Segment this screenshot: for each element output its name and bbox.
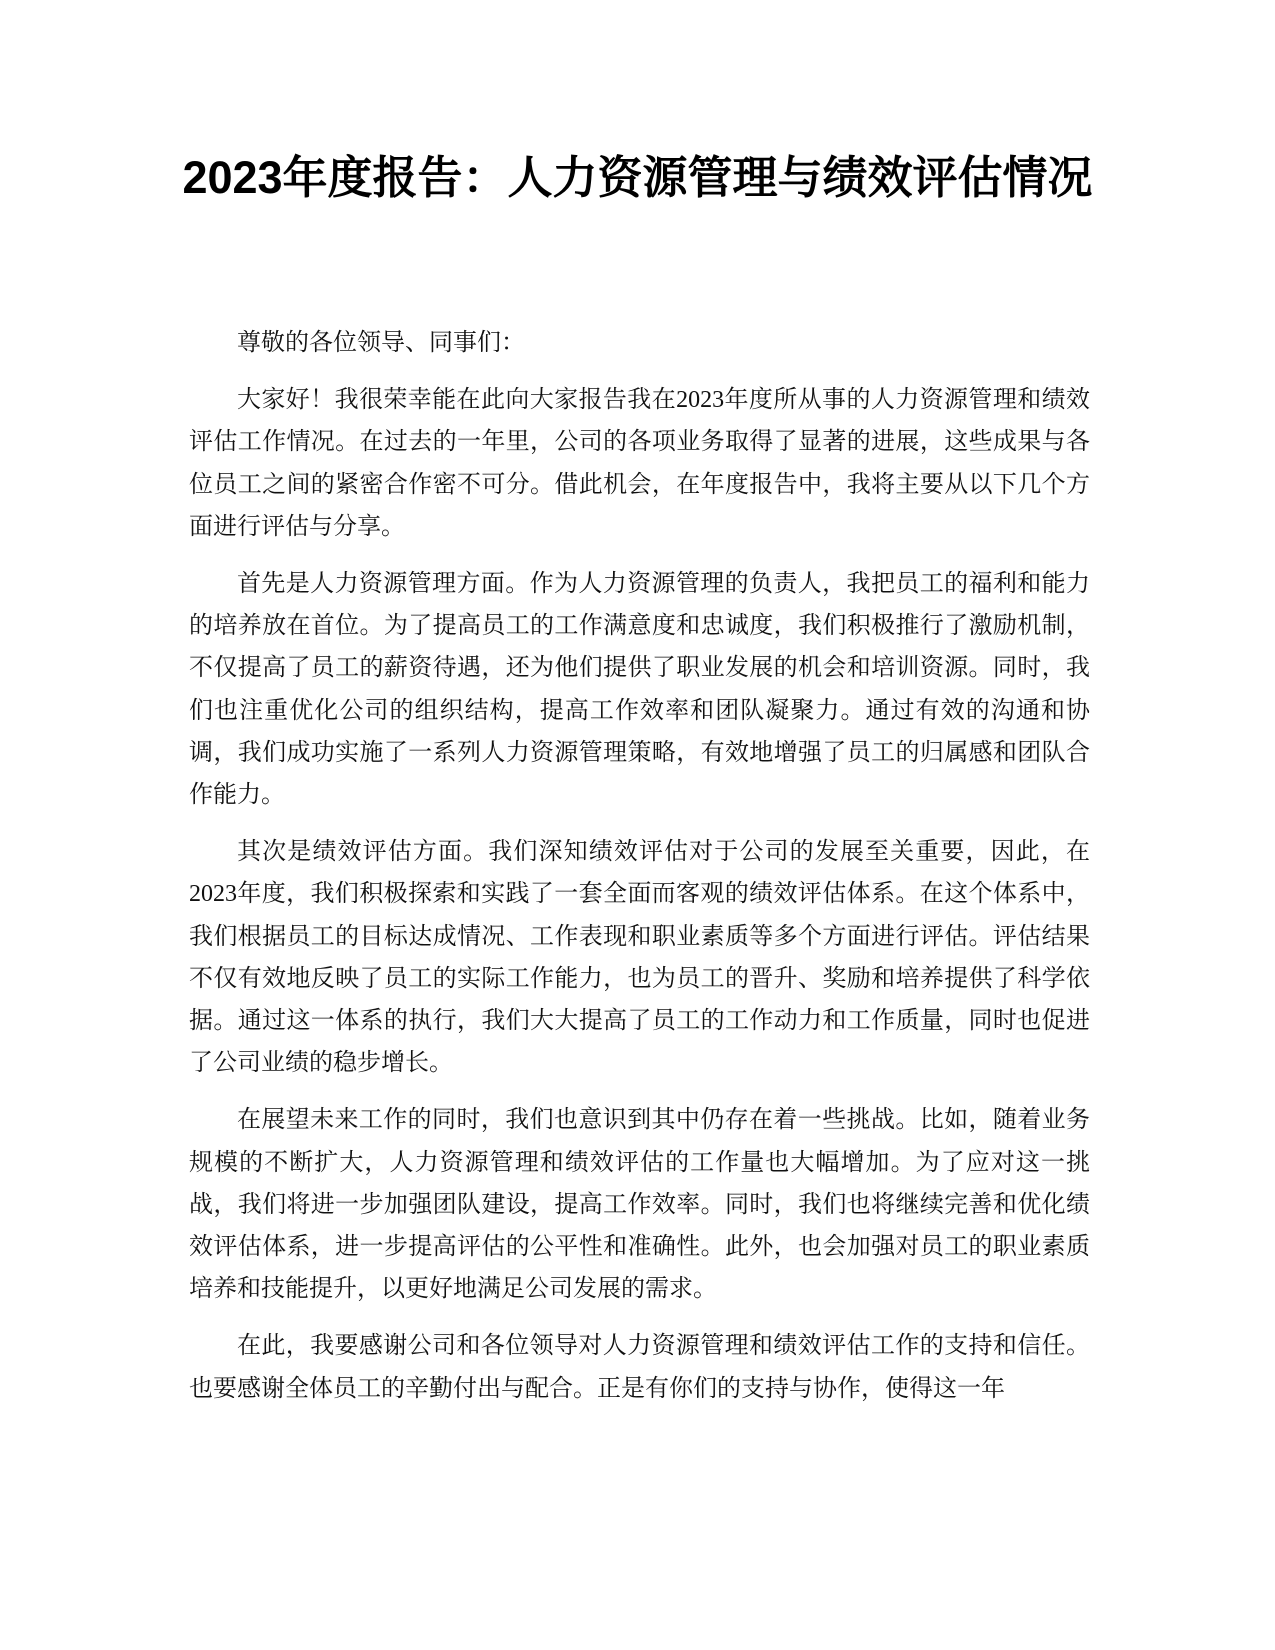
paragraph-future-challenges: 在展望未来工作的同时，我们也意识到其中仍存在着一些挑战。比如，随着业务规模的不断扩大，人力资源管理和绩效评估的工作量也大幅增加。为了应对这一挑战，我们将进一步加强团队建设，提高工作效率。同时，我们也将继续完善和优化绩效评估体系，进一步提高评估的公平性和准确性。此外，也会加强对员工的职业素质培养和技能提升，以更好地满足公司发展的需求。 (189, 1107, 1090, 1303)
paragraph-salutation: 尊敬的各位领导、同事们： (237, 330, 525, 356)
paragraph-acknowledgements: 在此，我要感谢公司和各位领导对人力资源管理和绩效评估工作的支持和信任。也要感谢全体员工的辛勤付出与配合。正是有你们的支持与协作，使得这一年 (189, 1333, 1090, 1402)
document-title: 2023年度报告：人力资源管理与绩效评估情况 (182, 152, 1093, 203)
paragraph-hr-management: 首先是人力资源管理方面。作为人力资源管理的负责人，我把员工的福利和能力的培养放在首位。为了提高员工的工作满意度和忠诚度，我们积极推行了激励机制，不仅提高了员工的薪资待遇，还为他们提供了职业发展的机会和培训资源。同时，我们也注重优化公司的组织结构，提高工作效率和团队凝聚力。通过有效的沟通和协调，我们成功实施了一系列人力资源管理策略，有效地增强了员工的归属感和团队合作能力。 (189, 571, 1090, 809)
paragraph-introduction: 大家好！我很荣幸能在此向大家报告我在2023年度所从事的人力资源管理和绩效评估工作情况。在过去的一年里，公司的各项业务取得了显著的进展，这些成果与各位员工之间的紧密合作密不可分。借此机会，在年度报告中，我将主要从以下几个方面进行评估与分享。 (189, 387, 1090, 540)
document-body (189, 322, 1090, 1425)
paragraph-performance-evaluation: 其次是绩效评估方面。我们深知绩效评估对于公司的发展至关重要，因此，在2023年度，我们积极探索和实践了一套全面而客观的绩效评估体系。在这个体系中，我们根据员工的目标达成情况、工作表现和职业素质等多个方面进行评估。评估结果不仅有效地反映了员工的实际工作能力，也为员工的晋升、奖励和培养提供了科学依据。通过这一体系的执行，我们大大提高了员工的工作动力和工作质量，同时也促进了公司业绩的稳步增长。 (189, 839, 1090, 1077)
